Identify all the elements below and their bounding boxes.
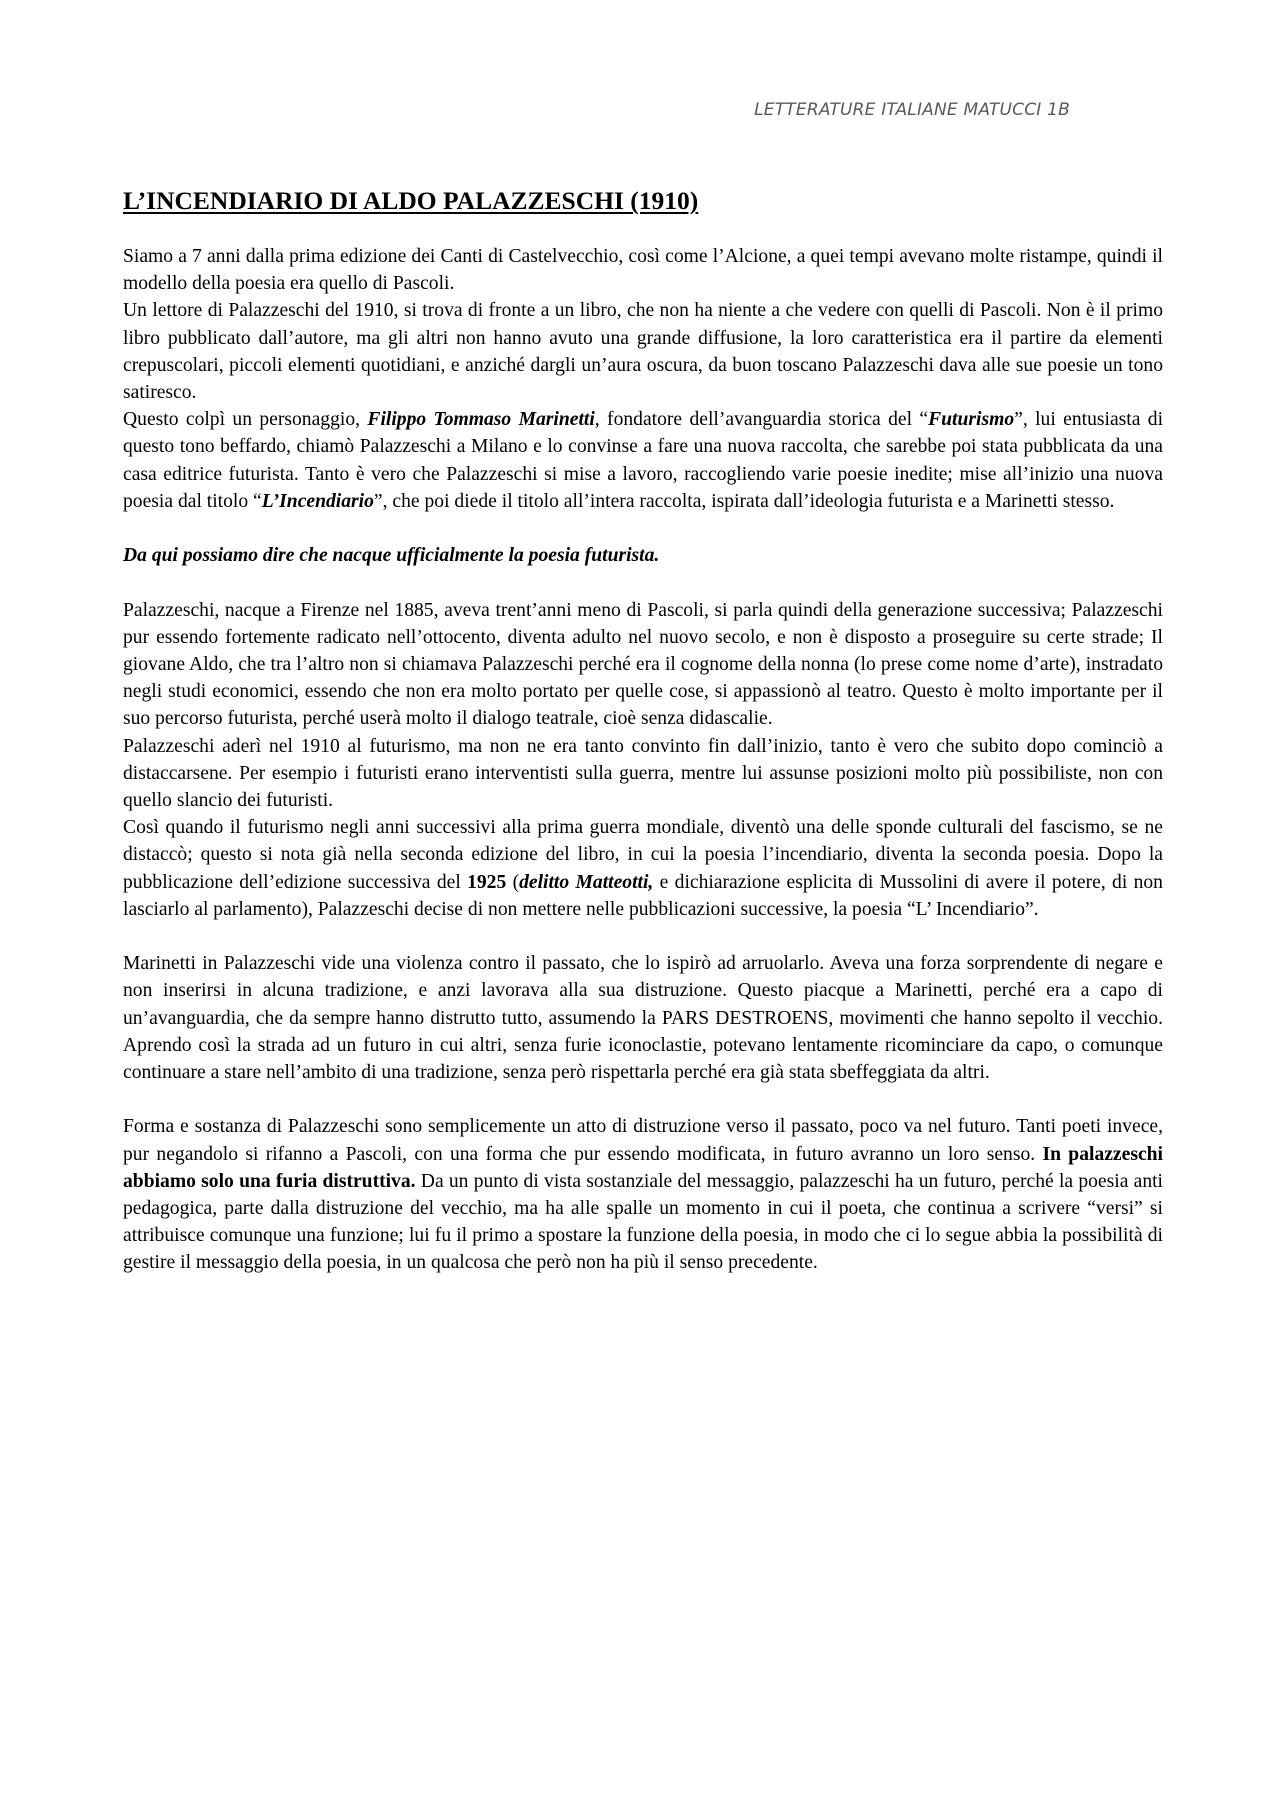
paragraph-fascism — [123, 814, 1163, 923]
paragraph-spacer — [123, 515, 1163, 542]
paragraph-violence: Marinetti in Palazzeschi vide una violenza contro il passato, che lo ispirò ad arruolarlo. Aveva una forza sorprendente di negare e non inserirsi in alcuna tradizione, e anzi lavorava alla sua distruzione. Questo piacque a Marinetti, perché era a capo di un’avanguardia, che da sempre hanno distrutto tutto, assumendo la PARS DESTROENS, movimenti che hanno sepolto il vecchio. Aprendo così la strada ad un futuro in cui altri, senza furie iconoclastie, potevano lentamente ricominciare da capo, o comunque continuare a stare nell’ambito di una tradizione, senza però rispettarla perché era già stata sbeffeggiata da altri. — [123, 953, 1163, 1084]
paragraph-spacer — [123, 923, 1163, 950]
text-run: ( — [506, 871, 520, 893]
paragraph-adhesion: Palazzeschi aderì nel 1910 al futurismo, ma non ne era tanto convinto fin dall’inizio, tanto è vero che subito dopo cominciò a distaccarsene. Per esempio i futuristi erano interventisti sulla guerra, mentre lui assunse posizioni molto più possibiliste, non con quello slancio dei futuristi. — [123, 735, 1163, 812]
text-run: , fondatore dell’avanguardia storica del “ — [594, 409, 929, 431]
paragraph-spacer — [123, 569, 1163, 596]
text-run: Forma e sostanza di Palazzeschi sono semplicemente un atto di distruzione verso il passato, poco va nel futuro. Tanti poeti invece, pur negandolo si rifanno a Pascoli, con una forma che pur essendo modificata, in futuro avranno un loro senso. — [123, 1116, 1163, 1165]
paragraph-spacer — [123, 1086, 1163, 1113]
running-header: LETTERATURE ITALIANE MATUCCI 1B — [754, 100, 1070, 120]
marinetti-name: Filippo Tommaso Marinetti — [367, 409, 595, 431]
futurismo-term: Futurismo — [928, 409, 1015, 431]
paragraph-reader: Un lettore di Palazzeschi del 1910, si trova di fronte a un libro, che non ha niente a che vedere con quelli di Pascoli. Non è il primo libro pubblicato dall’autore, ma gli altri non hanno avuto una grande diffusione, la loro caratteristica era il partire da elementi crepuscolari, piccoli elementi quotidiani, e anziché dargli un’aura oscura, da buon toscano Palazzeschi dava alle sue poesie un tono satiresco. — [123, 300, 1163, 404]
paragraph-form-substance — [123, 1113, 1163, 1276]
paragraph-biography: Palazzeschi, nacque a Firenze nel 1885, aveva trent’anni meno di Pascoli, si parla quindi della generazione successiva; Palazzeschi pur essendo fortemente radicato nell’ottocento, diventa adulto nel nuovo secolo, e non è disposto a proseguire su certe strade; Il giovane Aldo, che tra l’altro non si chiamava Palazzeschi perché era il cognome della nonna (lo prese come nome d’arte), instradato negli studi economici, essendo che non era molto portato per quelle cose, si appassionò al teatro. Questo è molto importante per il suo percorso futurista, perché userà molto il dialogo teatrale, cioè senza didascalie. — [123, 599, 1163, 730]
text-run: e dichiarazione esplicita di Mussolini di avere il potere, di non lasciarlo al parlamento), Palazzeschi decise di non mettere nelle pubblicazioni successive, la poesia “L’ Incendiario”. — [123, 871, 1163, 920]
key-statement: Da qui possiamo dire che nacque ufficialmente la poesia futurista. — [123, 545, 660, 567]
text-run: ”, che poi diede il titolo all’intera raccolta, ispirata dall’ideologia futurista e a Marinetti stesso. — [373, 490, 1115, 512]
bold-statement: In palazzeschi abbiamo solo una furia distruttiva. — [123, 1143, 1163, 1192]
text-run: Così quando il futurismo negli anni successivi alla prima guerra mondiale, diventò una delle sponde culturali del fascismo, se ne distaccò; questo si nota già nella seconda edizione del libro, in cui la poesia l’incendiario, diventa la seconda poesia. Dopo la pubblicazione dell’edizione successiva del — [123, 817, 1163, 893]
paragraph-intro: Siamo a 7 anni dalla prima edizione dei Canti di Castelvecchio, così come l’Alcione, a quei tempi avevano molte ristampe, quindi il modello della poesia era quello di Pascoli. — [123, 246, 1163, 295]
text-run: Da un punto di vista sostanziale del messaggio, palazzeschi ha un futuro, perché la poesia anti pedagogica, parte dalla distruzione del vecchio, ma ha alle spalle un momento in cui il poeta, che continua a scrivere “versi” si attribuisce comunque una funzione; lui fu il primo a spostare la funzione della poesia, in modo che ci lo segue abbia la possibilità di gestire il messaggio della poesia, in un qualcosa che però non ha più il senso precedente. — [123, 1170, 1164, 1274]
text-run: Questo colpì un personaggio, — [123, 409, 368, 431]
matteotti-event: delitto Matteotti, — [519, 871, 654, 893]
document-title: L’INCENDIARIO DI ALDO PALAZZESCHI (1910) — [123, 186, 699, 215]
paragraph-marinetti — [123, 406, 1163, 515]
text-run: ”, lui entusiasta di questo tono beffardo, chiamò Palazzeschi a Milano e lo convinse a fare una nuova raccolta, che sarebbe poi stata pubblicata da una casa editrice futurista. Tanto è vero che Palazzeschi si mise a lavoro, raccogliendo varie poesie inedite; mise all’inizio una nuova poesia dal titolo “ — [123, 409, 1164, 512]
document-body — [123, 186, 1163, 1277]
incendiario-poem-title: L’Incendiario — [261, 490, 374, 512]
year-1925: 1925 — [467, 871, 507, 893]
